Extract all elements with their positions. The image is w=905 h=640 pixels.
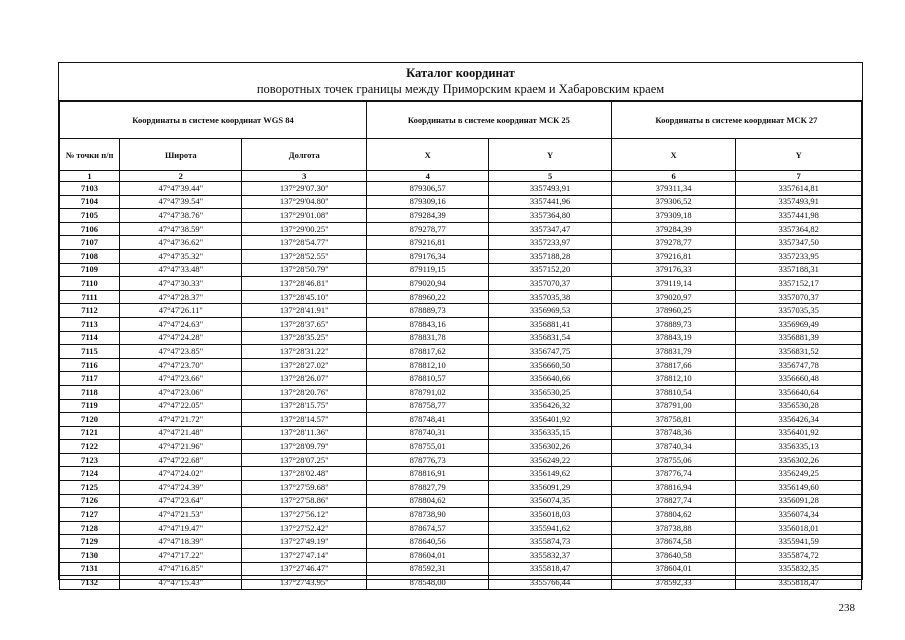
x-msk27-cell: 378804,62 (611, 508, 736, 522)
coordinate-catalog-sheet (58, 62, 863, 588)
longitude-cell: 137°28'45.10" (242, 290, 367, 304)
column-number: 4 (367, 171, 489, 182)
latitude-cell: 47°47'21.96" (120, 440, 242, 454)
longitude-cell: 137°29'04.80" (242, 195, 367, 209)
table-row (60, 263, 862, 277)
column-header-row (60, 139, 862, 171)
x-msk25-cell: 878810,57 (367, 372, 489, 386)
x-msk27-cell: 378827,74 (611, 494, 736, 508)
table-row (60, 372, 862, 386)
point-number-cell: 7129 (60, 535, 120, 549)
latitude-cell: 47°47'21.72" (120, 413, 242, 427)
latitude-cell: 47°47'24.63" (120, 317, 242, 331)
y-msk25-cell: 3355766,44 (489, 576, 611, 590)
catalog-subtitle: поворотных точек границы между Приморским краем и Хабаровским краем (256, 82, 665, 96)
table-row (60, 249, 862, 263)
longitude-cell: 137°28'41.91" (242, 304, 367, 318)
header-y-msk27: Y (736, 139, 862, 171)
x-msk25-cell: 878640,56 (367, 535, 489, 549)
latitude-cell: 47°47'24.28" (120, 331, 242, 345)
y-msk25-cell: 3357347,47 (489, 222, 611, 236)
table-row (60, 399, 862, 413)
longitude-cell: 137°28'54.77" (242, 236, 367, 250)
longitude-cell: 137°28'35.25" (242, 331, 367, 345)
table-row (60, 222, 862, 236)
longitude-cell: 137°28'20.76" (242, 385, 367, 399)
x-msk25-cell: 879278,77 (367, 222, 489, 236)
x-msk25-cell: 879284,39 (367, 209, 489, 223)
group-header-wgs84: Координаты в системе координат WGS 84 (60, 102, 367, 139)
x-msk27-cell: 378738,88 (611, 521, 736, 535)
x-msk25-cell: 879119,15 (367, 263, 489, 277)
point-number-cell: 7123 (60, 453, 120, 467)
point-number-cell: 7131 (60, 562, 120, 576)
longitude-cell: 137°28'11.36" (242, 426, 367, 440)
y-msk27-cell: 3357233,95 (736, 249, 862, 263)
y-msk25-cell: 3356969,53 (489, 304, 611, 318)
longitude-cell: 137°27'49.19" (242, 535, 367, 549)
point-number-cell: 7125 (60, 481, 120, 495)
latitude-cell: 47°47'38.76" (120, 209, 242, 223)
x-msk27-cell: 378889,73 (611, 317, 736, 331)
table-row (60, 358, 862, 372)
x-msk25-cell: 878791,02 (367, 385, 489, 399)
group-header-row (60, 102, 862, 139)
x-msk25-cell: 878738,90 (367, 508, 489, 522)
latitude-cell: 47°47'23.06" (120, 385, 242, 399)
table-row (60, 331, 862, 345)
y-msk25-cell: 3356074,35 (489, 494, 611, 508)
point-number-cell: 7132 (60, 576, 120, 590)
x-msk27-cell: 378758,81 (611, 413, 736, 427)
longitude-cell: 137°27'46.47" (242, 562, 367, 576)
y-msk27-cell: 3357347,50 (736, 236, 862, 250)
longitude-cell: 137°28'15.75" (242, 399, 367, 413)
latitude-cell: 47°47'22.68" (120, 453, 242, 467)
y-msk25-cell: 3356249,22 (489, 453, 611, 467)
latitude-cell: 47°47'23.66" (120, 372, 242, 386)
table-row (60, 494, 862, 508)
table-row (60, 277, 862, 291)
group-header-msk27: Координаты в системе координат МСК 27 (611, 102, 861, 139)
point-number-cell: 7126 (60, 494, 120, 508)
y-msk27-cell: 3356149,60 (736, 481, 862, 495)
y-msk27-cell: 3356660,48 (736, 372, 862, 386)
x-msk27-cell: 378674,58 (611, 535, 736, 549)
latitude-cell: 47°47'39.44" (120, 182, 242, 196)
x-msk25-cell: 878758,77 (367, 399, 489, 413)
latitude-cell: 47°47'33.48" (120, 263, 242, 277)
x-msk27-cell: 378816,94 (611, 481, 736, 495)
y-msk27-cell: 3356881,39 (736, 331, 862, 345)
point-number-cell: 7121 (60, 426, 120, 440)
y-msk27-cell: 3357188,31 (736, 263, 862, 277)
x-msk27-cell: 378817,66 (611, 358, 736, 372)
y-msk27-cell: 3356969,49 (736, 317, 862, 331)
latitude-cell: 47°47'16.85" (120, 562, 242, 576)
table-row (60, 209, 862, 223)
point-number-cell: 7111 (60, 290, 120, 304)
longitude-cell: 137°28'14.57" (242, 413, 367, 427)
latitude-cell: 47°47'28.37" (120, 290, 242, 304)
x-msk27-cell: 379284,39 (611, 222, 736, 236)
x-msk27-cell: 378604,01 (611, 562, 736, 576)
point-number-cell: 7124 (60, 467, 120, 481)
latitude-cell: 47°47'18.39" (120, 535, 242, 549)
point-number-cell: 7122 (60, 440, 120, 454)
catalog-title: Каталог координат (406, 66, 515, 80)
x-msk25-cell: 878740,31 (367, 426, 489, 440)
x-msk27-cell: 379020,97 (611, 290, 736, 304)
latitude-cell: 47°47'22.05" (120, 399, 242, 413)
x-msk27-cell: 378791,00 (611, 399, 736, 413)
longitude-cell: 137°28'02.48" (242, 467, 367, 481)
x-msk25-cell: 878674,57 (367, 521, 489, 535)
longitude-cell: 137°28'26.07" (242, 372, 367, 386)
table-row (60, 304, 862, 318)
table-row (60, 508, 862, 522)
x-msk27-cell: 379311,34 (611, 182, 736, 196)
catalog-title-block (59, 63, 862, 101)
header-point: № точки п/п (60, 139, 120, 171)
table-row (60, 562, 862, 576)
point-number-cell: 7103 (60, 182, 120, 196)
y-msk25-cell: 3355941,62 (489, 521, 611, 535)
longitude-cell: 137°27'47.14" (242, 549, 367, 563)
point-number-cell: 7113 (60, 317, 120, 331)
y-msk27-cell: 3356302,26 (736, 453, 862, 467)
x-msk27-cell: 378960,25 (611, 304, 736, 318)
x-msk25-cell: 878816,91 (367, 467, 489, 481)
point-number-cell: 7110 (60, 277, 120, 291)
y-msk25-cell: 3356335,15 (489, 426, 611, 440)
point-number-cell: 7117 (60, 372, 120, 386)
y-msk25-cell: 3356747,75 (489, 345, 611, 359)
x-msk25-cell: 878843,16 (367, 317, 489, 331)
y-msk25-cell: 3357364,80 (489, 209, 611, 223)
longitude-cell: 137°27'58.86" (242, 494, 367, 508)
y-msk27-cell: 3357070,37 (736, 290, 862, 304)
latitude-cell: 47°47'23.70" (120, 358, 242, 372)
longitude-cell: 137°27'43.95" (242, 576, 367, 590)
coordinates-table (59, 101, 862, 590)
table-row (60, 440, 862, 454)
column-number-row (60, 171, 862, 182)
y-msk27-cell: 3357364,82 (736, 222, 862, 236)
column-number: 6 (611, 171, 736, 182)
y-msk25-cell: 3356018,03 (489, 508, 611, 522)
longitude-cell: 137°29'00.25" (242, 222, 367, 236)
longitude-cell: 137°28'07.25" (242, 453, 367, 467)
table-row (60, 413, 862, 427)
latitude-cell: 47°47'30.33" (120, 277, 242, 291)
point-number-cell: 7106 (60, 222, 120, 236)
point-number-cell: 7118 (60, 385, 120, 399)
point-number-cell: 7105 (60, 209, 120, 223)
header-x-msk25: X (367, 139, 489, 171)
latitude-cell: 47°47'36.62" (120, 236, 242, 250)
longitude-cell: 137°28'09.79" (242, 440, 367, 454)
y-msk27-cell: 3356640,64 (736, 385, 862, 399)
latitude-cell: 47°47'24.02" (120, 467, 242, 481)
y-msk27-cell: 3357035,35 (736, 304, 862, 318)
y-msk27-cell: 3356831,52 (736, 345, 862, 359)
latitude-cell: 47°47'24.39" (120, 481, 242, 495)
longitude-cell: 137°28'37.65" (242, 317, 367, 331)
x-msk25-cell: 878776,73 (367, 453, 489, 467)
point-number-cell: 7107 (60, 236, 120, 250)
y-msk25-cell: 3356302,26 (489, 440, 611, 454)
y-msk27-cell: 3356747,78 (736, 358, 862, 372)
y-msk25-cell: 3355832,37 (489, 549, 611, 563)
point-number-cell: 7128 (60, 521, 120, 535)
y-msk25-cell: 3356530,25 (489, 385, 611, 399)
latitude-cell: 47°47'19.47" (120, 521, 242, 535)
longitude-cell: 137°28'50.79" (242, 263, 367, 277)
y-msk25-cell: 3356149,62 (489, 467, 611, 481)
x-msk25-cell: 878804,62 (367, 494, 489, 508)
point-number-cell: 7130 (60, 549, 120, 563)
y-msk27-cell: 3356426,34 (736, 413, 862, 427)
table-row (60, 195, 862, 209)
x-msk27-cell: 378776,74 (611, 467, 736, 481)
latitude-cell: 47°47'23.64" (120, 494, 242, 508)
x-msk25-cell: 878817,62 (367, 345, 489, 359)
table-row (60, 236, 862, 250)
point-number-cell: 7108 (60, 249, 120, 263)
x-msk27-cell: 378810,54 (611, 385, 736, 399)
y-msk27-cell: 3356530,28 (736, 399, 862, 413)
y-msk25-cell: 3356640,66 (489, 372, 611, 386)
table-row (60, 481, 862, 495)
table-row (60, 182, 862, 196)
longitude-cell: 137°27'52.42" (242, 521, 367, 535)
latitude-cell: 47°47'39.54" (120, 195, 242, 209)
x-msk25-cell: 878889,73 (367, 304, 489, 318)
y-msk25-cell: 3356881,41 (489, 317, 611, 331)
x-msk27-cell: 379176,33 (611, 263, 736, 277)
y-msk27-cell: 3356018,01 (736, 521, 862, 535)
x-msk25-cell: 878592,31 (367, 562, 489, 576)
y-msk25-cell: 3357070,37 (489, 277, 611, 291)
x-msk27-cell: 378812,10 (611, 372, 736, 386)
latitude-cell: 47°47'17.22" (120, 549, 242, 563)
x-msk27-cell: 378740,34 (611, 440, 736, 454)
longitude-cell: 137°28'31.22" (242, 345, 367, 359)
x-msk25-cell: 879020,94 (367, 277, 489, 291)
x-msk25-cell: 879176,34 (367, 249, 489, 263)
header-longitude: Долгота (242, 139, 367, 171)
table-row (60, 521, 862, 535)
x-msk25-cell: 878755,01 (367, 440, 489, 454)
y-msk25-cell: 3356831,54 (489, 331, 611, 345)
point-number-cell: 7119 (60, 399, 120, 413)
y-msk27-cell: 3356074,34 (736, 508, 862, 522)
longitude-cell: 137°28'46.81" (242, 277, 367, 291)
longitude-cell: 137°28'27.02" (242, 358, 367, 372)
x-msk27-cell: 379119,14 (611, 277, 736, 291)
y-msk27-cell: 3356249,25 (736, 467, 862, 481)
y-msk27-cell: 3355874,72 (736, 549, 862, 563)
latitude-cell: 47°47'21.53" (120, 508, 242, 522)
column-number: 1 (60, 171, 120, 182)
y-msk27-cell: 3355832,35 (736, 562, 862, 576)
x-msk25-cell: 878548,00 (367, 576, 489, 590)
y-msk27-cell: 3357152,17 (736, 277, 862, 291)
y-msk25-cell: 3355818,47 (489, 562, 611, 576)
x-msk25-cell: 879309,16 (367, 195, 489, 209)
point-number-cell: 7104 (60, 195, 120, 209)
header-y-msk25: Y (489, 139, 611, 171)
x-msk27-cell: 379216,81 (611, 249, 736, 263)
x-msk27-cell: 378755,06 (611, 453, 736, 467)
x-msk27-cell: 378640,58 (611, 549, 736, 563)
y-msk25-cell: 3357233,97 (489, 236, 611, 250)
x-msk25-cell: 878812,10 (367, 358, 489, 372)
x-msk25-cell: 878960,22 (367, 290, 489, 304)
table-row (60, 576, 862, 590)
latitude-cell: 47°47'23.85" (120, 345, 242, 359)
longitude-cell: 137°29'07.30" (242, 182, 367, 196)
page-number: 238 (838, 602, 855, 614)
table-row (60, 453, 862, 467)
latitude-cell: 47°47'15.43" (120, 576, 242, 590)
point-number-cell: 7120 (60, 413, 120, 427)
header-x-msk27: X (611, 139, 736, 171)
longitude-cell: 137°27'59.68" (242, 481, 367, 495)
table-row (60, 426, 862, 440)
y-msk25-cell: 3357035,38 (489, 290, 611, 304)
y-msk25-cell: 3357441,96 (489, 195, 611, 209)
latitude-cell: 47°47'35.32" (120, 249, 242, 263)
table-row (60, 385, 862, 399)
longitude-cell: 137°29'01.08" (242, 209, 367, 223)
table-row (60, 467, 862, 481)
table-row (60, 317, 862, 331)
x-msk27-cell: 379306,52 (611, 195, 736, 209)
latitude-cell: 47°47'26.11" (120, 304, 242, 318)
x-msk27-cell: 379278,77 (611, 236, 736, 250)
column-number: 3 (242, 171, 367, 182)
point-number-cell: 7112 (60, 304, 120, 318)
y-msk25-cell: 3355874,73 (489, 535, 611, 549)
x-msk27-cell: 378592,33 (611, 576, 736, 590)
point-number-cell: 7114 (60, 331, 120, 345)
point-number-cell: 7127 (60, 508, 120, 522)
x-msk25-cell: 879306,57 (367, 182, 489, 196)
table-row (60, 549, 862, 563)
column-number: 2 (120, 171, 242, 182)
x-msk27-cell: 379309,18 (611, 209, 736, 223)
table-row (60, 290, 862, 304)
column-number: 7 (736, 171, 862, 182)
y-msk25-cell: 3356401,92 (489, 413, 611, 427)
longitude-cell: 137°27'56.12" (242, 508, 367, 522)
x-msk25-cell: 878831,78 (367, 331, 489, 345)
y-msk27-cell: 3356401,92 (736, 426, 862, 440)
x-msk27-cell: 378843,19 (611, 331, 736, 345)
y-msk25-cell: 3357493,91 (489, 182, 611, 196)
point-number-cell: 7109 (60, 263, 120, 277)
y-msk27-cell: 3355818,47 (736, 576, 862, 590)
y-msk27-cell: 3357614,81 (736, 182, 862, 196)
point-number-cell: 7116 (60, 358, 120, 372)
y-msk27-cell: 3357441,98 (736, 209, 862, 223)
x-msk27-cell: 378748,36 (611, 426, 736, 440)
table-row (60, 535, 862, 549)
y-msk25-cell: 3356426,32 (489, 399, 611, 413)
column-number: 5 (489, 171, 611, 182)
group-header-msk25: Координаты в системе координат МСК 25 (367, 102, 612, 139)
table-row (60, 345, 862, 359)
y-msk27-cell: 3355941,59 (736, 535, 862, 549)
x-msk25-cell: 878748,41 (367, 413, 489, 427)
y-msk25-cell: 3356091,29 (489, 481, 611, 495)
point-number-cell: 7115 (60, 345, 120, 359)
coordinates-table-body (60, 182, 862, 590)
x-msk25-cell: 878604,01 (367, 549, 489, 563)
longitude-cell: 137°28'52.55" (242, 249, 367, 263)
y-msk27-cell: 3357493,91 (736, 195, 862, 209)
y-msk25-cell: 3356660,50 (489, 358, 611, 372)
y-msk25-cell: 3357188,28 (489, 249, 611, 263)
x-msk25-cell: 878827,79 (367, 481, 489, 495)
y-msk25-cell: 3357152,20 (489, 263, 611, 277)
header-latitude: Широта (120, 139, 242, 171)
latitude-cell: 47°47'38.59" (120, 222, 242, 236)
x-msk25-cell: 879216,81 (367, 236, 489, 250)
x-msk27-cell: 378831,79 (611, 345, 736, 359)
y-msk27-cell: 3356091,28 (736, 494, 862, 508)
latitude-cell: 47°47'21.48" (120, 426, 242, 440)
y-msk27-cell: 3356335,13 (736, 440, 862, 454)
